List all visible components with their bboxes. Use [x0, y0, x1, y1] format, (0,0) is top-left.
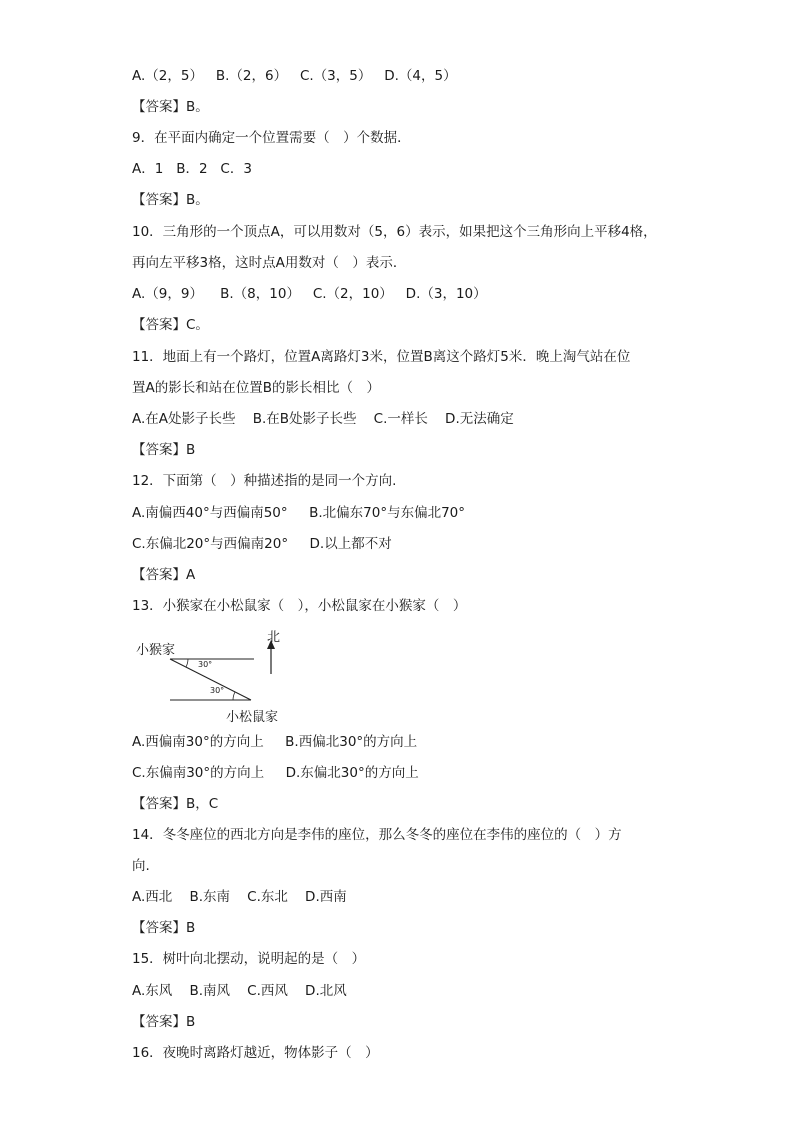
q14-question-1: 14．冬冬座位的西北方向是李伟的座位，那么冬冬的座位在李伟的座位的（ ）方 — [132, 827, 622, 843]
q8-answer: 【答案】B。 — [132, 99, 209, 115]
q9-question: 9．在平面内确定一个位置需要（ ）个数据． — [132, 130, 411, 146]
q8-options: A.（2，5） B.（2，6） C.（3，5） D.（4，5） — [132, 68, 457, 84]
q12-options-2: C.东偏北20°与西偏南20° D.以上都不对 — [132, 536, 392, 552]
q9-answer: 【答案】B。 — [132, 192, 209, 208]
q11-question-1: 11．地面上有一个路灯，位置A离路灯3米，位置B离这个路灯5米．晚上淘气站在位 — [132, 349, 631, 365]
q10-question-2: 再向左平移3格，这时点A用数对（ ）表示． — [132, 255, 407, 271]
q14-answer: 【答案】B — [132, 920, 196, 936]
q12-options-1: A.南偏西40°与西偏南50° B.北偏东70°与东偏北70° — [132, 505, 466, 521]
q13-options-2: C.东偏南30°的方向上 D.东偏北30°的方向上 — [132, 765, 419, 781]
monkey-home-label: 小猴家 — [136, 643, 176, 658]
q15-answer: 【答案】B — [132, 1014, 196, 1030]
angle-bottom-label: 30° — [210, 686, 225, 695]
q9-options: A．1 B．2 C．3 — [132, 161, 252, 177]
q15-question: 15．树叶向北摆动，说明起的是（ ） — [132, 951, 366, 967]
q12-question: 12．下面第（ ）种描述指的是同一个方向. — [132, 473, 397, 489]
q16-question: 16．夜晚时离路灯越近，物体影子（ ） — [132, 1045, 379, 1061]
q15-options: A.东风 B.南风 C.西风 D.北风 — [132, 983, 347, 999]
squirrel-home-label: 小松鼠家 — [226, 710, 279, 725]
q11-question-2: 置A的影长和站在位置B的影长相比（ ） — [132, 380, 380, 396]
q13-options-1: A.西偏南30°的方向上 B.西偏北30°的方向上 — [132, 734, 418, 750]
angle-top-label: 30° — [198, 660, 213, 669]
q10-options: A.（9，9） B.（8，10） C.（2，10） D.（3，10） — [132, 286, 487, 302]
direction-diagram — [130, 624, 300, 726]
q13-question: 13．小猴家在小松鼠家（ ），小松鼠家在小猴家（ ） — [132, 598, 467, 614]
north-label: 北 — [267, 630, 281, 645]
q10-question-1: 10．三角形的一个顶点A，可以用数对（5，6）表示，如果把这个三角形向上平移4格， — [132, 224, 657, 240]
q11-answer: 【答案】B — [132, 442, 196, 458]
q10-answer: 【答案】C。 — [132, 317, 209, 333]
q14-question-2: 向. — [132, 858, 150, 874]
q13-answer: 【答案】B，C — [132, 796, 219, 812]
q11-options: A.在A处影子长些 B.在B处影子长些 C.一样长 D.无法确定 — [132, 411, 514, 427]
q12-answer: 【答案】A — [132, 567, 196, 583]
q14-options: A.西北 B.东南 C.东北 D.西南 — [132, 889, 347, 905]
